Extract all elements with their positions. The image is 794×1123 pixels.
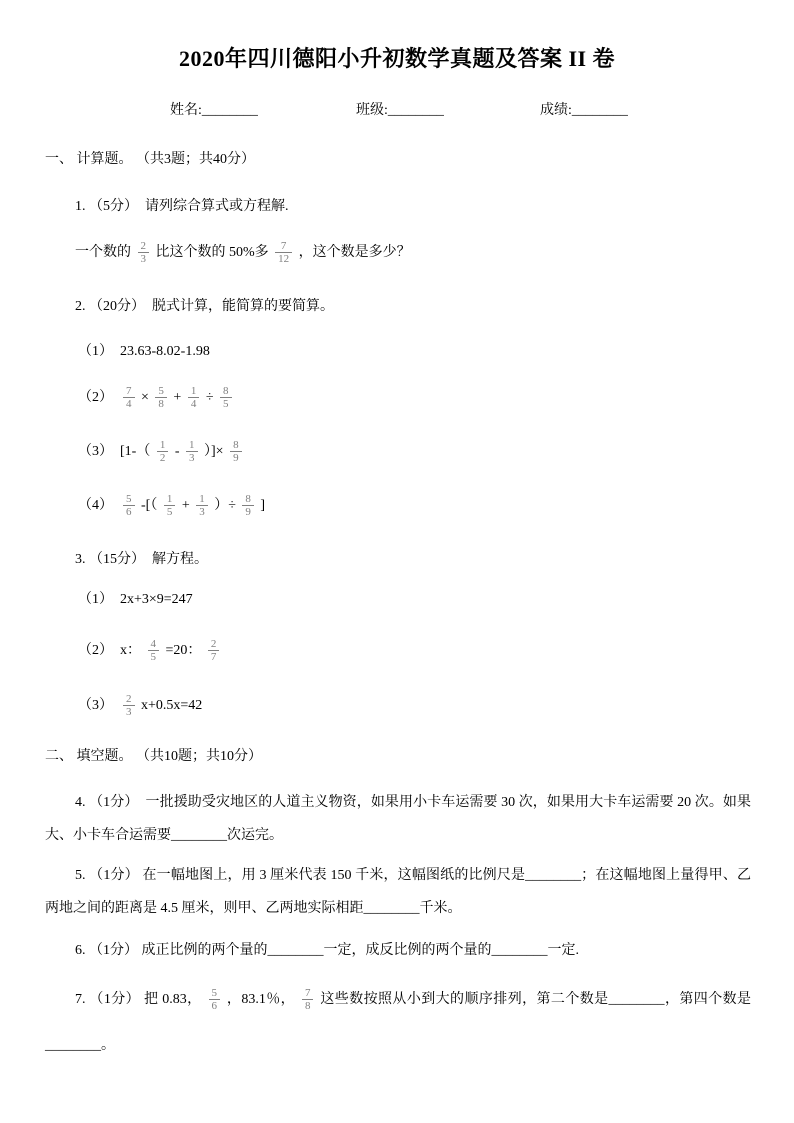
name-blank: ________	[201, 103, 258, 118]
text-segment: （4）	[78, 498, 120, 513]
text-segment: +	[178, 498, 194, 513]
fraction-denominator: 3	[126, 706, 132, 719]
text-segment: 4. （1分） 一批援助受灾地区的人道主义物资，如果用小卡车运需要 30 次，如果用大卡车运需要 20 次。如果大、小卡车合运需要________次运完。	[45, 795, 751, 843]
text-segment: 6. （1分） 成正比例的两个量的________一定，成反比例的两个量的________一定.	[75, 943, 579, 958]
fraction-denominator: 4	[190, 398, 197, 411]
text-segment: ×	[137, 390, 153, 405]
text-segment: +	[169, 390, 185, 405]
fraction-numerator: 5	[123, 493, 135, 507]
text-segment: 2. （20分） 脱式计算，能简算的要简算。	[75, 299, 334, 314]
fraction	[148, 638, 160, 664]
fraction-denominator: 8	[158, 398, 164, 411]
fraction	[188, 385, 200, 411]
text-segment: ，这个数是多少？	[295, 245, 411, 260]
text-segment: 7. （1分） 把 0.83，	[75, 992, 206, 1007]
fraction-denominator: 3	[199, 506, 205, 519]
fraction-denominator: 3	[189, 452, 195, 465]
fraction-denominator: 5	[150, 651, 156, 664]
fraction-numerator: 1	[157, 439, 169, 453]
fraction	[208, 638, 220, 664]
fraction-numerator: 4	[148, 638, 160, 652]
score-blank: ________	[571, 103, 628, 118]
text-segment: ]	[256, 498, 266, 513]
text-segment: （1） 23.63-8.02-1.98	[78, 344, 210, 359]
text-segment: -	[171, 444, 183, 459]
question-3-item-3	[78, 687, 202, 725]
question-2-stem	[75, 298, 334, 316]
fraction-numerator: 5	[155, 385, 167, 399]
fraction-denominator: 3	[140, 253, 146, 266]
name-label: 姓名:	[170, 103, 202, 118]
text-segment: 二、 填空题。 （共10题；共10分）	[45, 749, 262, 764]
fraction-denominator: 9	[233, 452, 239, 465]
class-field	[356, 102, 444, 120]
section-1-heading	[45, 151, 255, 169]
fraction-denominator: 8	[304, 1000, 311, 1013]
fraction-denominator: 5	[166, 506, 173, 519]
fraction-denominator: 4	[126, 398, 132, 411]
fraction	[155, 385, 167, 411]
text-segment: 比这个数的 50%多	[152, 245, 273, 260]
question-3-item-1	[78, 591, 193, 609]
fraction	[220, 385, 232, 411]
fraction-numerator: 7	[123, 385, 135, 399]
text-segment: 1. （5分） 请列综合算式或方程解.	[75, 199, 289, 214]
score-field	[540, 102, 628, 120]
name-field	[170, 102, 258, 120]
text-segment: （2） x：	[78, 643, 145, 658]
fraction-denominator: 6	[211, 1000, 217, 1013]
text-segment: -[（	[137, 498, 161, 513]
fraction	[157, 439, 169, 465]
question-6	[45, 934, 751, 967]
fraction	[209, 987, 221, 1013]
text-segment: （3） [1-（	[78, 444, 154, 459]
question-4	[45, 786, 751, 852]
question-5	[45, 859, 751, 925]
question-7	[45, 977, 751, 1069]
text-segment: x+0.5x=42	[137, 698, 203, 713]
fraction-numerator: 7	[275, 240, 292, 254]
fraction	[196, 493, 208, 519]
fraction-numerator: 1	[164, 493, 176, 507]
fraction-denominator: 9	[245, 506, 251, 519]
question-3-item-2	[78, 632, 222, 670]
fraction	[302, 987, 314, 1013]
text-segment: ÷	[202, 390, 217, 405]
question-3-stem	[75, 551, 208, 569]
fraction-denominator: 7	[210, 651, 217, 664]
question-2-item-4	[78, 487, 265, 525]
text-segment: 5. （1分） 在一幅地图上，用 3 厘米代表 150 千米，这幅图纸的比例尺是________；在这幅地图上量得甲、乙两地之间的距离是 4.5 厘米，则甲、乙两地实际相距________千米。	[45, 868, 751, 916]
class-label: 班级:	[356, 103, 388, 118]
fraction-numerator: 2	[138, 240, 150, 254]
fraction-numerator: 8	[230, 439, 242, 453]
question-2-item-2	[78, 379, 235, 417]
question-2-item-1	[78, 343, 210, 361]
section-2-heading	[45, 748, 262, 766]
fraction	[123, 693, 135, 719]
fraction-numerator: 7	[302, 987, 314, 1001]
fraction-denominator: 6	[126, 506, 132, 519]
text-segment: =20：	[162, 643, 205, 658]
fraction-denominator: 12	[278, 253, 290, 266]
question-1-expression	[75, 234, 411, 272]
fraction-denominator: 5	[223, 398, 229, 411]
question-1-stem	[75, 198, 289, 216]
fraction-numerator: 1	[186, 439, 198, 453]
fraction	[123, 385, 135, 411]
text-segment: 一个数的	[75, 245, 135, 260]
fraction-numerator: 8	[242, 493, 254, 507]
fraction	[186, 439, 198, 465]
page-title: 2020年四川德阳小升初数学真题及答案 II 卷	[178, 46, 616, 71]
fraction-numerator: 5	[209, 987, 221, 1001]
fraction	[164, 493, 176, 519]
text-segment: 这些数按照从小到大的顺序排列，第二个数是________，第四个数是________。	[45, 992, 752, 1053]
text-segment: （3）	[78, 698, 120, 713]
fraction-numerator: 2	[208, 638, 220, 652]
class-blank: ________	[387, 103, 444, 118]
fraction	[138, 240, 150, 266]
fraction-numerator: 8	[220, 385, 232, 399]
text-segment: ，83.1％，	[223, 992, 299, 1007]
score-label: 成绩:	[540, 103, 572, 118]
text-segment: 一、 计算题。 （共3题；共40分）	[45, 152, 255, 167]
fraction-numerator: 1	[196, 493, 208, 507]
fraction	[275, 240, 292, 266]
text-segment: （2）	[78, 390, 120, 405]
fraction-numerator: 1	[188, 385, 200, 399]
fraction	[230, 439, 242, 465]
fraction	[242, 493, 254, 519]
text-segment: ）]×	[200, 444, 228, 459]
fraction	[123, 493, 135, 519]
text-segment: （1） 2x+3×9=247	[78, 592, 193, 607]
question-2-item-3	[78, 433, 245, 471]
text-segment: 3. （15分） 解方程。	[75, 552, 208, 567]
fraction-numerator: 2	[123, 693, 135, 707]
text-segment: ）÷	[210, 498, 240, 513]
fraction-denominator: 2	[159, 452, 166, 465]
